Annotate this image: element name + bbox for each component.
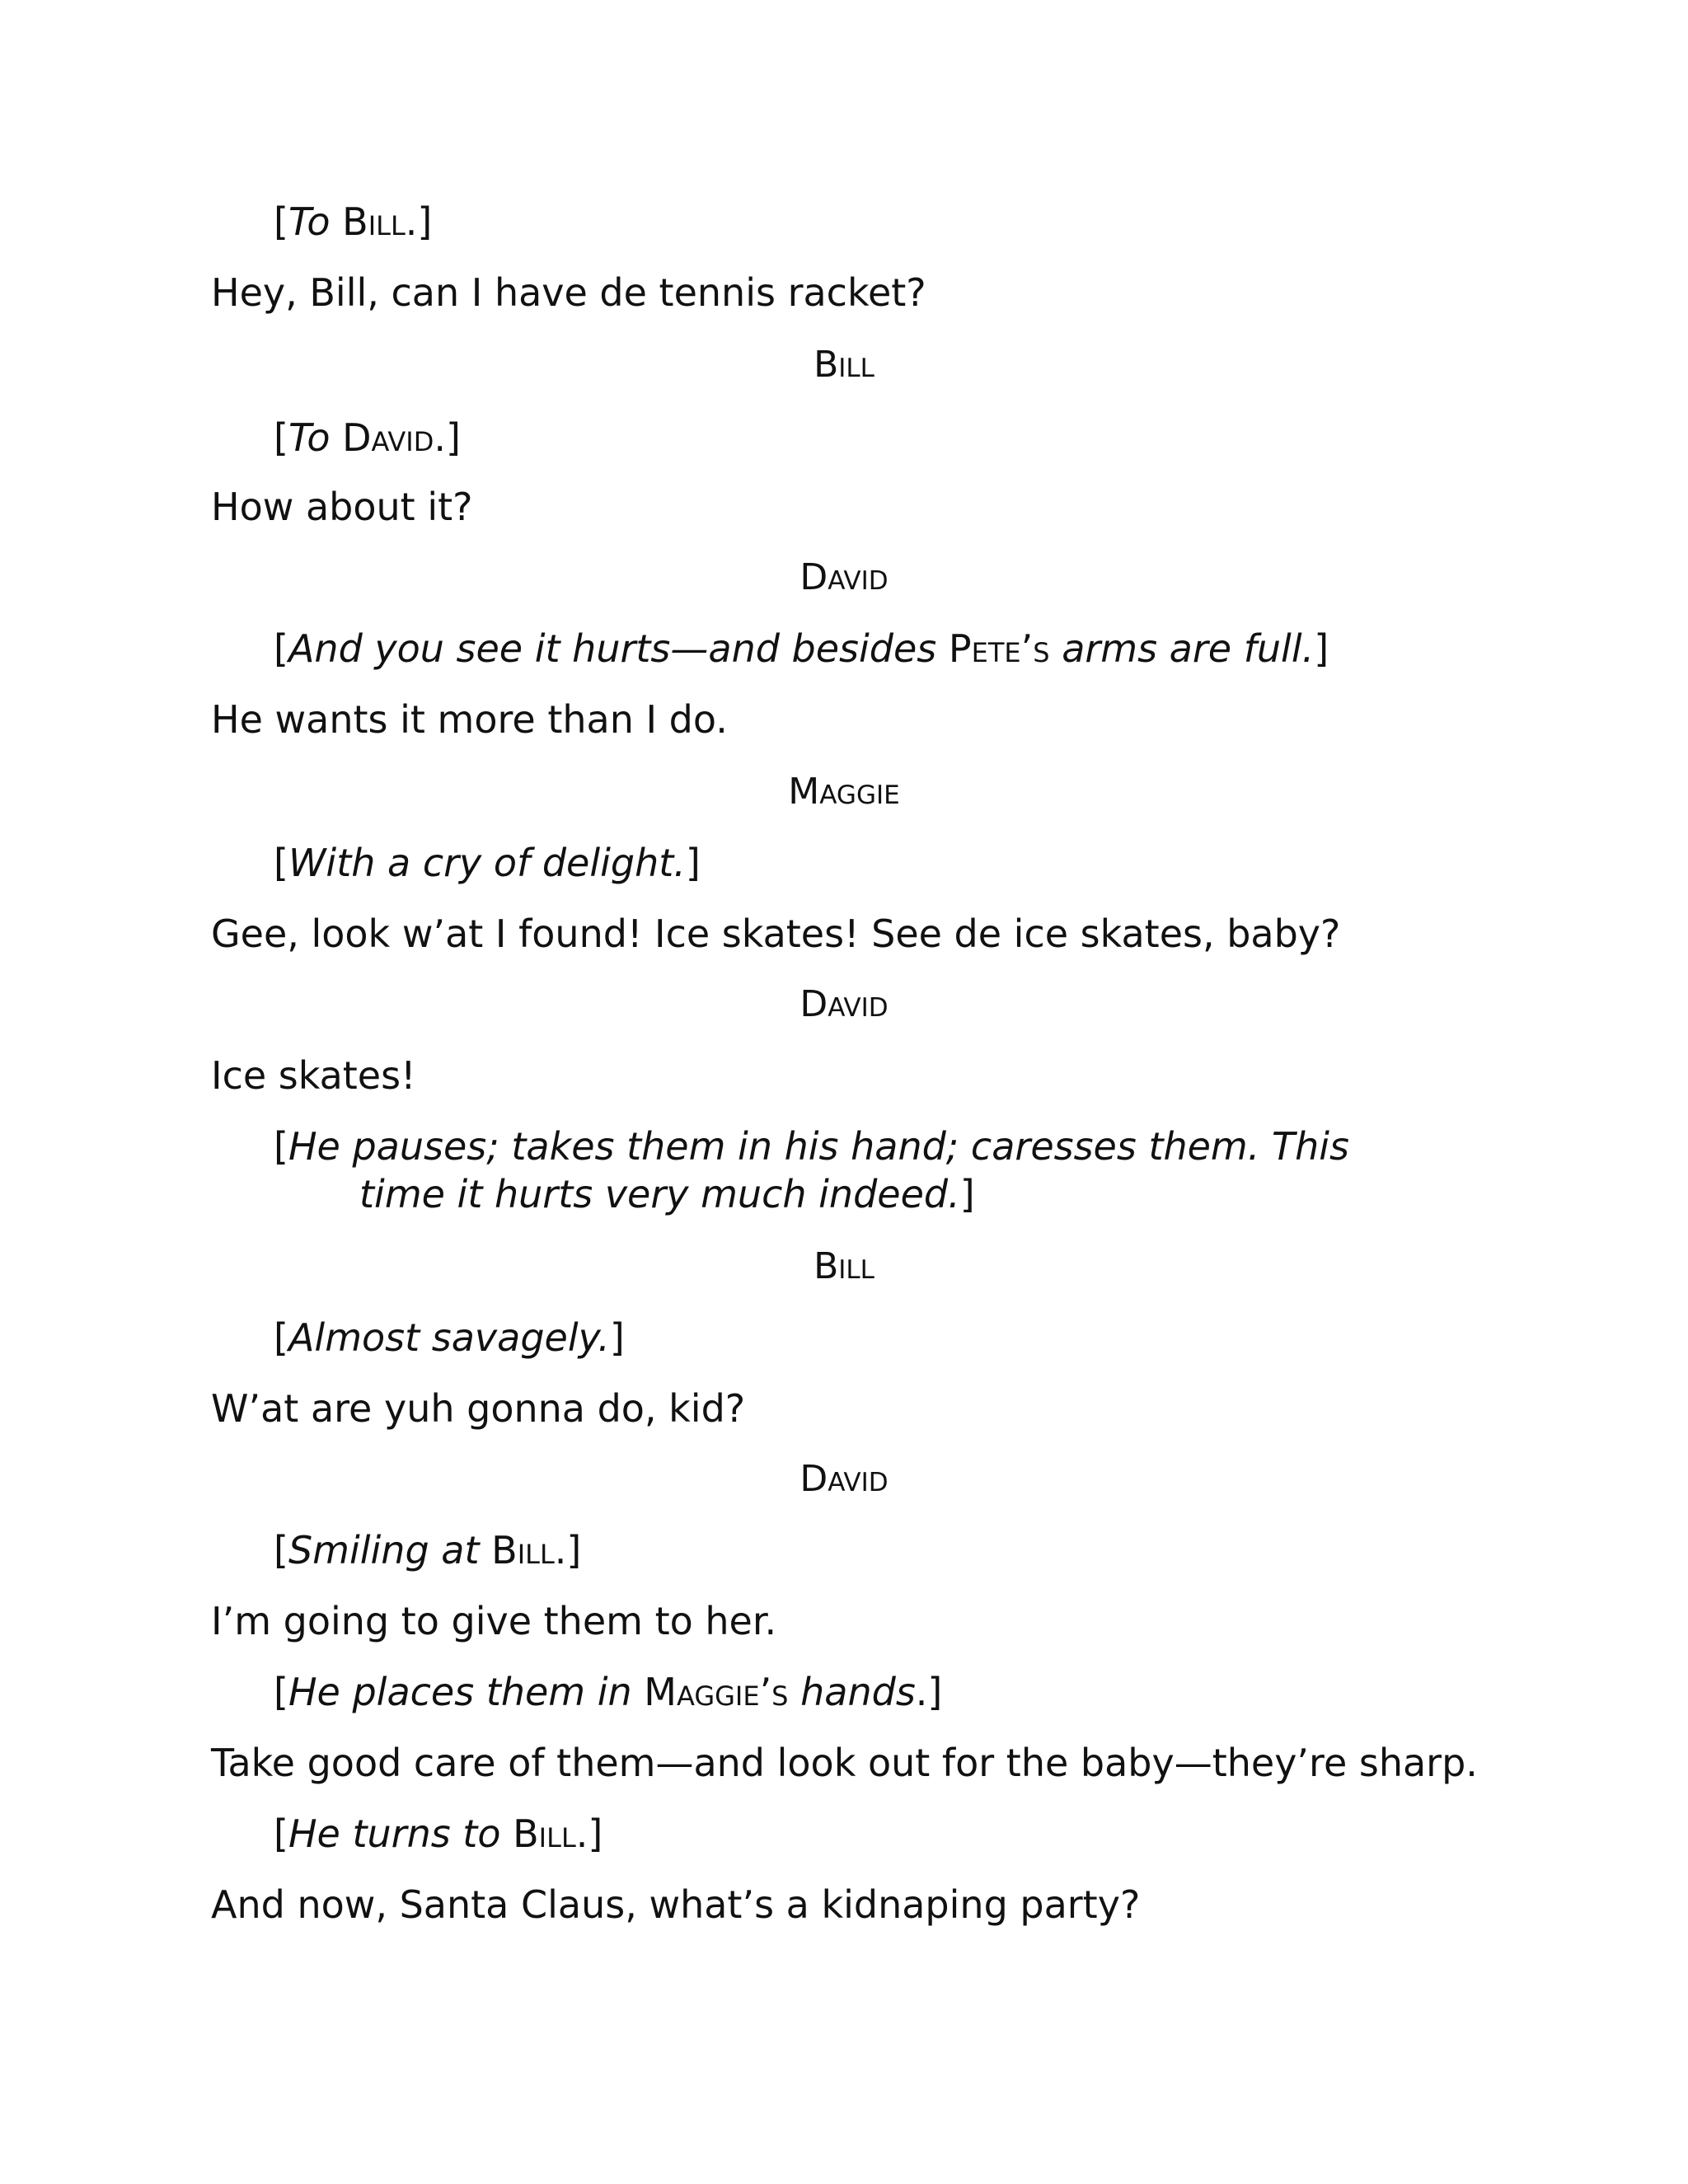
speaker-name: David [799,1458,889,1500]
character-name: Bill [491,1528,555,1572]
character-name: Bill [513,1811,576,1856]
dialogue-line: Gee, look w’at I found! Ice skates! See de ice skates, baby? [211,912,1341,956]
stage-direction: [He places them in Maggie’s hands.] [274,1670,943,1714]
stage-direction-continued: time it hurts very much indeed.] [359,1172,975,1216]
dialogue-line: He wants it more than I do. [211,697,728,742]
stage-direction: [Smiling at Bill.] [274,1528,582,1572]
stage-direction: [He pauses; takes them in his hand; caresses them. This [274,1124,1349,1169]
stage-direction: [With a cry of delight.] [274,841,701,885]
speaker-name: David [799,556,889,598]
speaker-name: David [799,983,889,1025]
speaker-name: Maggie [788,771,900,813]
dialogue-line: Ice skates! [211,1053,416,1098]
speaker-name: Bill [814,344,874,386]
stage-direction: [He turns to Bill.] [274,1811,603,1856]
stage-direction: [To David.] [274,415,461,460]
speaker-name: Bill [814,1245,874,1287]
dialogue-line: How about it? [211,485,473,529]
character-name: Pete’s [948,626,1050,671]
stage-direction: [To Bill.] [274,199,433,244]
dialogue-line: And now, Santa Claus, what’s a kidnaping party? [211,1882,1141,1927]
dialogue-line: I’m going to give them to her. [211,1599,777,1643]
character-name: Bill [342,199,406,244]
dialogue-line: W’at are yuh gonna do, kid? [211,1386,746,1431]
character-name: Maggie’s [644,1670,789,1714]
stage-direction: [And you see it hurts—and besides Pete’s arms are full.] [274,626,1329,671]
dialogue-line: Take good care of them—and look out for the baby—they’re sharp. [211,1741,1478,1785]
character-name: David [342,415,434,460]
dialogue-line: Hey, Bill, can I have de tennis racket? [211,270,926,315]
stage-direction: [Almost savagely.] [274,1315,625,1360]
